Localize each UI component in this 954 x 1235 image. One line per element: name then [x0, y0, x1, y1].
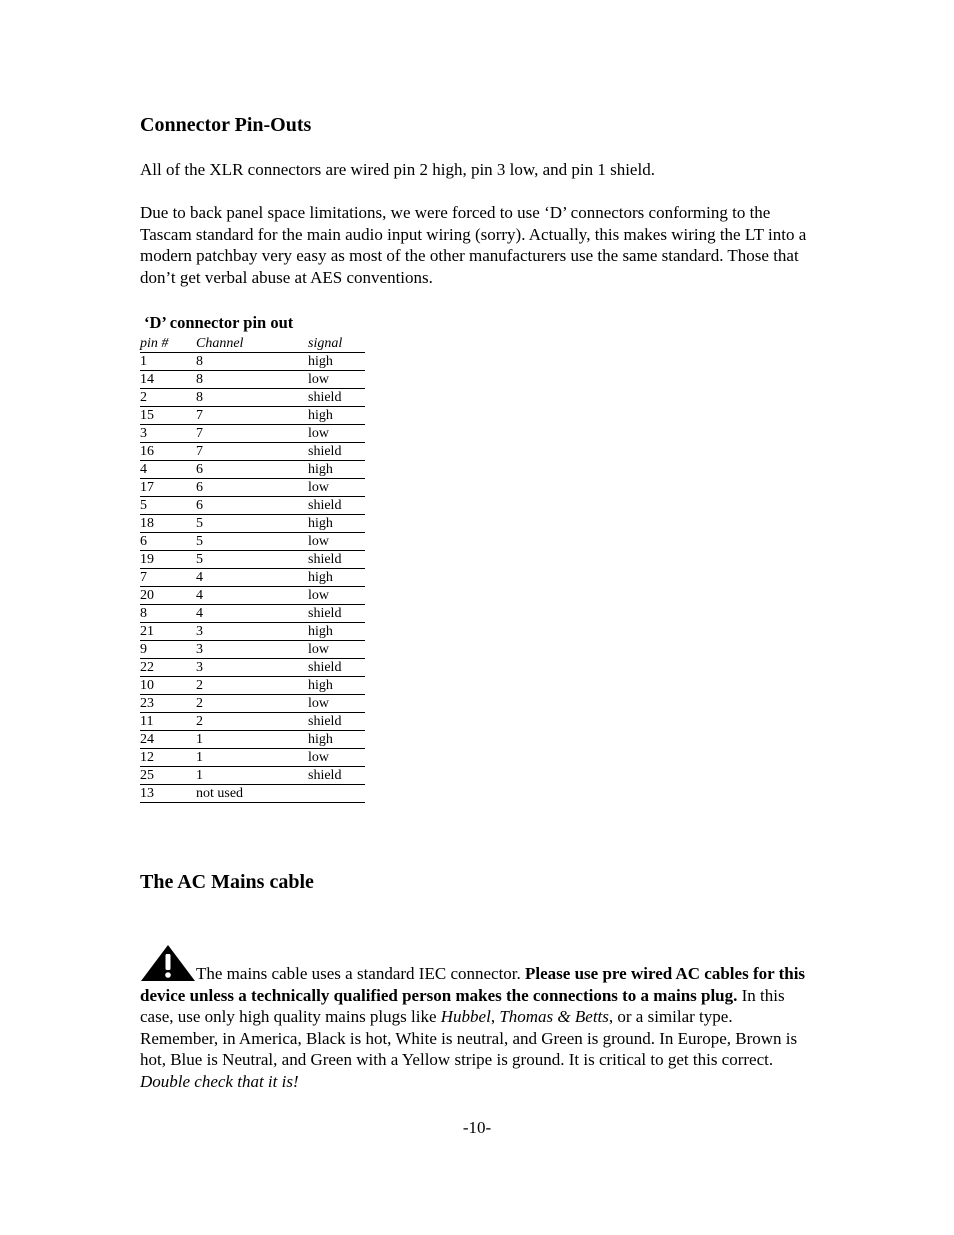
pin-cell: 12 [140, 749, 196, 767]
table-row [140, 389, 365, 407]
signal-cell: shield [308, 497, 365, 515]
signal-cell: low [308, 533, 365, 551]
signal-cell: high [308, 569, 365, 587]
channel-cell: 2 [196, 695, 308, 713]
table-row [140, 713, 365, 731]
table-row [140, 677, 365, 695]
header-signal: signal [308, 335, 365, 353]
signal-cell: shield [308, 443, 365, 461]
mains-cable-paragraph [140, 944, 812, 1092]
channel-cell: 5 [196, 533, 308, 551]
signal-cell: high [308, 731, 365, 749]
channel-cell: 7 [196, 425, 308, 443]
pin-cell: 4 [140, 461, 196, 479]
table-row [140, 551, 365, 569]
channel-cell: not used [196, 785, 308, 803]
pin-cell: 22 [140, 659, 196, 677]
table-row [140, 767, 365, 785]
table-row [140, 641, 365, 659]
pin-cell: 13 [140, 785, 196, 803]
channel-cell: 7 [196, 407, 308, 425]
signal-cell: low [308, 749, 365, 767]
channel-cell: 3 [196, 623, 308, 641]
header-channel: Channel [196, 335, 308, 353]
table-row [140, 749, 365, 767]
channel-cell: 2 [196, 677, 308, 695]
table-row [140, 623, 365, 641]
table-row [140, 533, 365, 551]
signal-cell: low [308, 479, 365, 497]
mains-warning-bold: Please use pre wired AC cables for this device unless a technically qualified person makes the connections to a mains plug. [140, 964, 806, 1005]
signal-cell: low [308, 371, 365, 389]
signal-cell: low [308, 695, 365, 713]
page-number: -10- [462, 1118, 492, 1137]
table-row [140, 695, 365, 713]
pin-cell: 21 [140, 623, 196, 641]
pin-cell: 7 [140, 569, 196, 587]
header-pin: pin # [140, 335, 196, 353]
pin-cell: 1 [140, 353, 196, 371]
signal-cell: low [308, 641, 365, 659]
brand-thomas-betts: Thomas & Betts [499, 1007, 609, 1026]
section-heading-ac-mains: The AC Mains cable [140, 871, 314, 893]
pin-cell: 6 [140, 533, 196, 551]
table-row [140, 587, 365, 605]
d-connector-paragraph: Due to back panel space limitations, we were forced to use ‘D’ connectors conforming to the Tascam standard for the main audio input wiring (sorry). Actually, this makes wiring the LT into a modern patchbay very easy as most of the other manufacturers use the same standard. Those that don’t get verbal abuse at AES conventions. [140, 203, 807, 287]
channel-cell: 6 [196, 479, 308, 497]
double-check-note: Double check that it is! [140, 1071, 299, 1091]
pin-cell: 16 [140, 443, 196, 461]
channel-cell: 1 [196, 767, 308, 785]
pin-cell: 23 [140, 695, 196, 713]
table-row [140, 353, 365, 371]
pin-cell: 9 [140, 641, 196, 659]
channel-cell: 3 [196, 659, 308, 677]
pin-out-table [140, 335, 365, 803]
signal-cell: shield [308, 713, 365, 731]
mains-text-1: The mains cable uses a standard IEC connector. [196, 964, 526, 983]
signal-cell: low [308, 425, 365, 443]
signal-cell [308, 785, 365, 803]
mains-text-3: , or a similar type. Remember, in America, Black is hot, White is neutral, and Green is ground. In Europe, Brown is hot, Blue is Neutral, and Green with a Yellow stripe is ground. It is critical to get this correct. [140, 1007, 798, 1069]
table-header-row [140, 335, 365, 353]
pin-cell: 19 [140, 551, 196, 569]
channel-cell: 7 [196, 443, 308, 461]
pin-cell: 18 [140, 515, 196, 533]
signal-cell: high [308, 623, 365, 641]
channel-cell: 8 [196, 389, 308, 407]
pin-cell: 3 [140, 425, 196, 443]
pin-cell: 10 [140, 677, 196, 695]
channel-cell: 6 [196, 461, 308, 479]
table-row [140, 605, 365, 623]
channel-cell: 6 [196, 497, 308, 515]
signal-cell: high [308, 461, 365, 479]
table-row [140, 479, 365, 497]
pin-cell: 17 [140, 479, 196, 497]
brand-separator: , [490, 1007, 500, 1026]
pin-cell: 25 [140, 767, 196, 785]
channel-cell: 4 [196, 605, 308, 623]
signal-cell: shield [308, 551, 365, 569]
signal-cell: high [308, 515, 365, 533]
section-heading-connector-pinouts: Connector Pin-Outs [140, 114, 312, 136]
channel-cell: 8 [196, 353, 308, 371]
pin-cell: 2 [140, 389, 196, 407]
table-row [140, 425, 365, 443]
signal-cell: high [308, 353, 365, 371]
channel-cell: 2 [196, 713, 308, 731]
channel-cell: 1 [196, 749, 308, 767]
table-row [140, 731, 365, 749]
table-row [140, 497, 365, 515]
table-caption: ‘D’ connector pin out [144, 313, 294, 332]
channel-cell: 8 [196, 371, 308, 389]
table-row [140, 443, 365, 461]
channel-cell: 3 [196, 641, 308, 659]
table-header [140, 335, 365, 353]
pin-cell: 11 [140, 713, 196, 731]
table-row [140, 407, 365, 425]
warning-triangle-icon [140, 944, 196, 982]
signal-cell: high [308, 677, 365, 695]
pin-cell: 20 [140, 587, 196, 605]
brand-hubbel: Hubbel [440, 1007, 491, 1026]
pin-cell: 8 [140, 605, 196, 623]
signal-cell: shield [308, 767, 365, 785]
signal-cell: shield [308, 389, 365, 407]
pin-cell: 15 [140, 407, 196, 425]
table-row [140, 785, 365, 803]
channel-cell: 5 [196, 551, 308, 569]
table-row [140, 461, 365, 479]
signal-cell: low [308, 587, 365, 605]
mains-text-2: In this case, use only high quality mains plugs like [140, 985, 785, 1026]
table-row [140, 569, 365, 587]
table-row [140, 371, 365, 389]
signal-cell: shield [308, 659, 365, 677]
signal-cell: shield [308, 605, 365, 623]
xlr-wiring-paragraph: All of the XLR connectors are wired pin 2 high, pin 3 low, and pin 1 shield. [140, 160, 655, 179]
pin-cell: 14 [140, 371, 196, 389]
signal-cell: high [308, 407, 365, 425]
pin-cell: 24 [140, 731, 196, 749]
table-row [140, 659, 365, 677]
channel-cell: 5 [196, 515, 308, 533]
table-row [140, 515, 365, 533]
pin-cell: 5 [140, 497, 196, 515]
table-body [140, 353, 365, 803]
channel-cell: 4 [196, 569, 308, 587]
channel-cell: 4 [196, 587, 308, 605]
channel-cell: 1 [196, 731, 308, 749]
